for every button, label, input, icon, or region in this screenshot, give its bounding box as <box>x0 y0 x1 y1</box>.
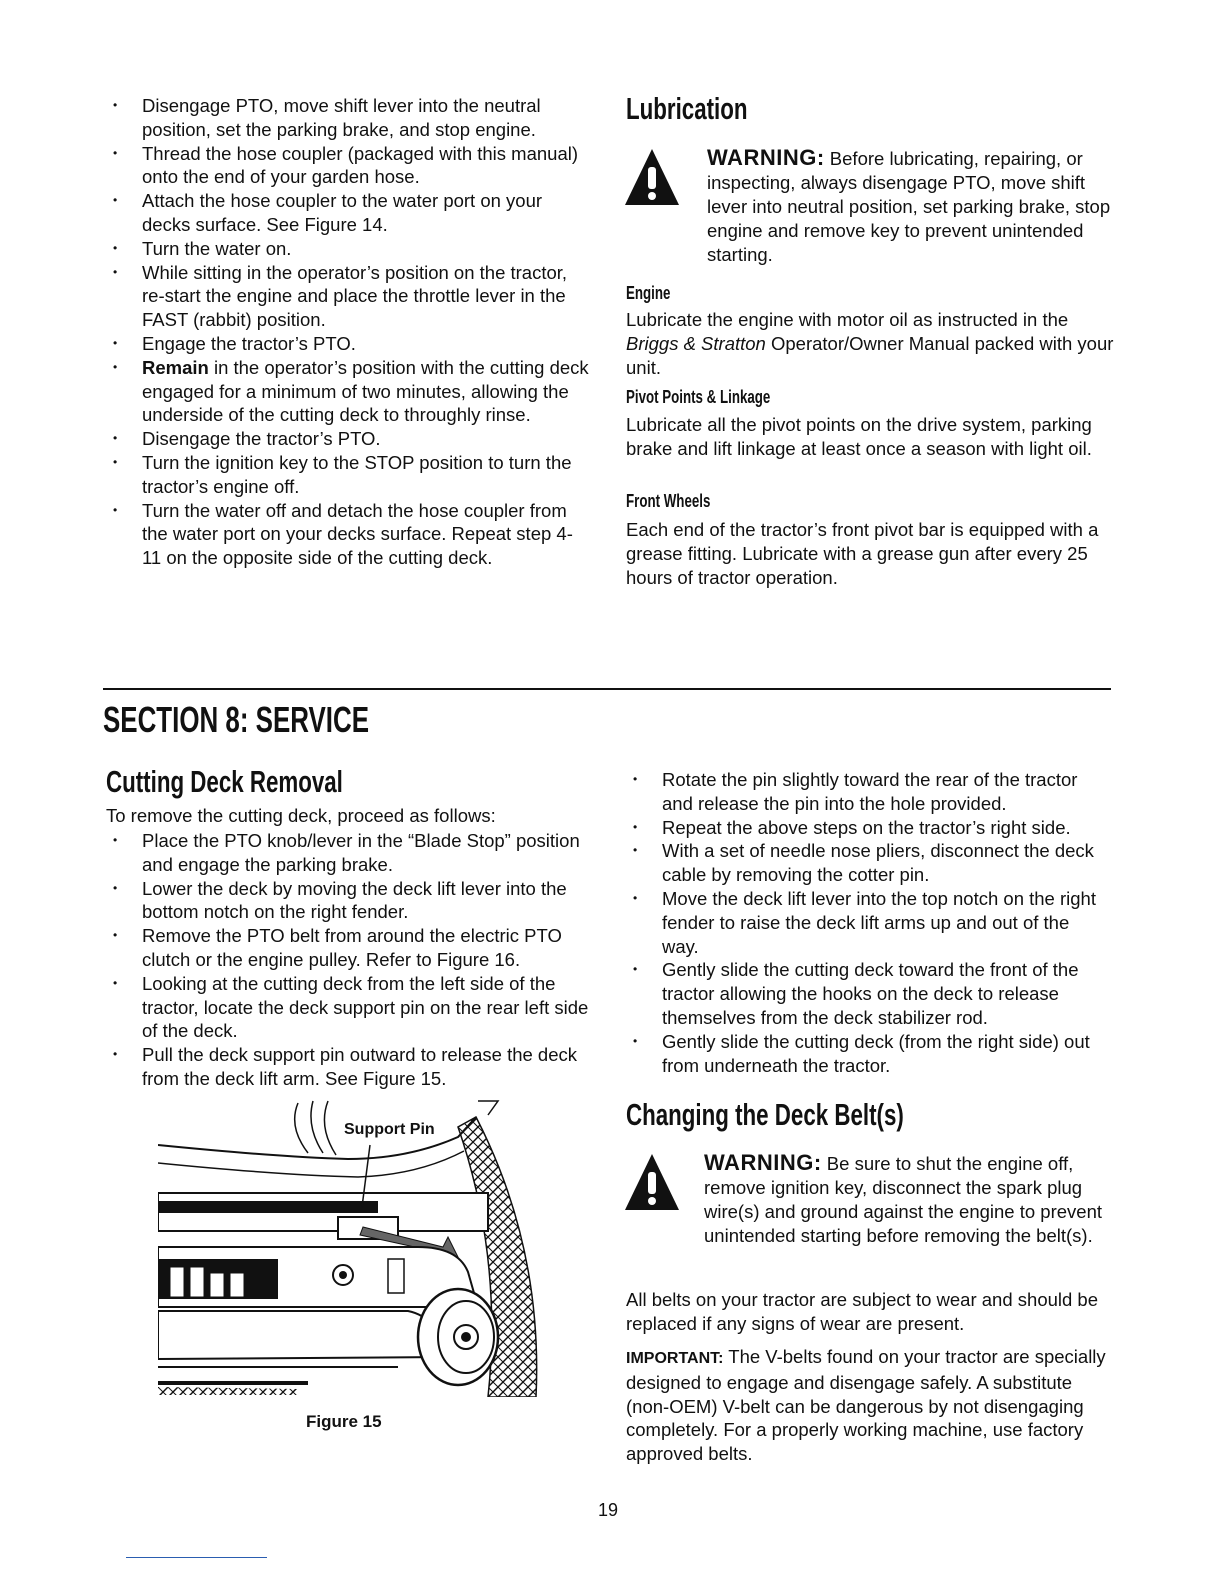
important-label: IMPORTANT: <box>626 1350 724 1367</box>
warning-text: Before lubricating, repairing, or inspecting, always disengage PTO, move shift lever into neutral position, set parking brake, stop engine and remove key to prevent unintended starting. <box>707 148 1111 265</box>
list-item: • Disengage PTO, move shift lever into the neutral position, set the parking brake, and stop engine. <box>110 94 590 142</box>
list-item: • Turn the water off and detach the hose coupler from the water port on your decks surface. Repeat step 4-11 on the opposite side of the cutting deck. <box>110 499 590 570</box>
bottom-edge-line <box>126 1557 267 1558</box>
pivot-heading: Pivot Points & Linkage <box>626 387 771 407</box>
pivot-text: Lubricate all the pivot points on the drive system, parking brake and lift linkage at least once a season with light oil. <box>626 414 1092 459</box>
engine-heading: Engine <box>626 283 671 303</box>
remain-rest: in the operator’s position with the cutting deck engaged for a minimum of two minutes, allowing the underside of the cutting deck to throughly rinse. <box>142 356 589 426</box>
warning-text: Be sure to shut the engine off, remove ignition key, disconnect the spark plug wire(s) and ground against the engine to prevent unintended starting before removing the belt(s). <box>704 1153 1103 1246</box>
deck-removal-steps-continued <box>630 768 1110 1077</box>
lubrication-warning <box>622 145 1112 267</box>
list-item: • Thread the hose coupler (packaged with this manual) onto the end of your garden hose. <box>110 142 590 190</box>
warning-icon <box>622 1150 682 1248</box>
front-wheels-text: Each end of the tractor’s front pivot bar is equipped with a grease fitting. Lubricate with a grease gun after every 25 hours of tractor operation. <box>626 519 1099 588</box>
list-item: • Pull the deck support pin outward to release the deck from the deck lift arm. See Figure 15. <box>110 1043 590 1091</box>
list-item <box>110 356 590 427</box>
list-item: • Rotate the pin slightly toward the rear of the tractor and release the pin into the hole provided. <box>630 768 1110 816</box>
list-item: • With a set of needle nose pliers, disconnect the deck cable by removing the cotter pin. <box>630 839 1110 887</box>
warning-label: WARNING: <box>707 145 825 170</box>
front-wheels-heading: Front Wheels <box>626 491 711 511</box>
important-note <box>626 1345 1116 1466</box>
list-item: • While sitting in the operator’s position on the tractor, re-start the engine and place the throttle lever in the FAST (rabbit) position. <box>110 261 590 332</box>
cutting-deck-intro: To remove the cutting deck, proceed as follows: <box>106 805 496 826</box>
engine-text: Lubricate the engine with motor oil as instructed in the Briggs & Stratton Operator/Owner Manual packed with your unit. <box>626 309 1114 378</box>
list-item: • Turn the ignition key to the STOP position to turn the tractor’s engine off. <box>110 451 590 499</box>
support-pin-label: Support Pin <box>344 1121 435 1138</box>
list-item: • Gently slide the cutting deck toward the front of the tractor allowing the hooks on the deck to release themselves from the deck stabilizer rod. <box>630 958 1110 1029</box>
important-text: The V-belts found on your tractor are specially designed to engage and disengage safely. A substitute (non-OEM) V-belt can be dangerous by not disengaging completely. For a properly working machine, use factory approved belts. <box>626 1346 1106 1465</box>
deck-belt-heading: Changing the Deck Belt(s) <box>626 1097 904 1132</box>
list-item: • Lower the deck by moving the deck lift lever into the bottom notch on the right fender. <box>110 877 590 925</box>
warning-icon <box>622 145 682 267</box>
briggs-stratton-italic: Briggs & Stratton <box>626 332 766 354</box>
cutting-deck-heading: Cutting Deck Removal <box>106 764 343 799</box>
list-item: • Engage the tractor’s PTO. <box>110 332 590 356</box>
figure-15 <box>158 1097 540 1397</box>
cutting-deck-steps <box>110 829 590 1091</box>
figure-15-caption: Figure 15 <box>306 1412 382 1431</box>
list-item: • Attach the hose coupler to the water port on your decks surface. See Figure 14. <box>110 189 590 237</box>
list-item: • Looking at the cutting deck from the left side of the tractor, locate the deck support pin on the rear left side of the deck. <box>110 972 590 1043</box>
list-item: • Remove the PTO belt from around the electric PTO clutch or the engine pulley. Refer to Figure 16. <box>110 924 590 972</box>
warning-label: WARNING: <box>704 1150 822 1175</box>
deck-support-pin-illustration <box>158 1097 540 1397</box>
rinse-steps-list <box>110 94 590 570</box>
list-item: • Disengage the tractor’s PTO. <box>110 427 590 451</box>
page-number: 19 <box>598 1500 619 1520</box>
list-item: • Move the deck lift lever into the top notch on the right fender to raise the deck lift arms up and out of the way. <box>630 887 1110 958</box>
list-item: • Gently slide the cutting deck (from the right side) out from underneath the tractor. <box>630 1030 1110 1078</box>
remain-bold: Remain <box>142 356 209 378</box>
deck-belt-warning <box>622 1150 1112 1248</box>
list-item: • Repeat the above steps on the tractor’s right side. <box>630 816 1110 840</box>
lubrication-heading: Lubrication <box>626 91 748 126</box>
list-item: • Turn the water on. <box>110 237 590 261</box>
section-title: SECTION 8: SERVICE <box>103 699 369 740</box>
list-item: • Place the PTO knob/lever in the “Blade Stop” position and engage the parking brake. <box>110 829 590 877</box>
belt-wear-text: All belts on your tractor are subject to wear and should be replaced if any signs of wear are present. <box>626 1289 1099 1334</box>
section-rule <box>103 688 1111 690</box>
